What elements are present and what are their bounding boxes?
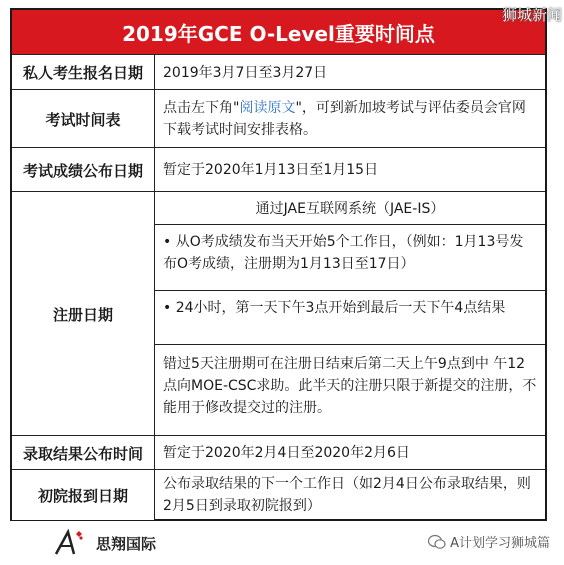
brand-name: 思翔国际 bbox=[96, 534, 157, 553]
row-value: 2019年3月7日至3月27日 bbox=[163, 64, 328, 81]
row-label: 初院报到日期 bbox=[12, 470, 155, 520]
watermark-text: 狮城新闻 bbox=[501, 6, 562, 24]
brand-mark-icon bbox=[52, 528, 90, 558]
page-title: 2019年GCE O-Level重要时间点 bbox=[12, 10, 545, 54]
row-label: 注册日期 bbox=[12, 192, 155, 436]
footer bbox=[0, 522, 564, 565]
row-value: 公布录取结果的下一个工作日（如2月4日公布录取结果，则2月5日到录取初院报到） bbox=[163, 476, 531, 514]
registration-bullet-1: • 从O考成绩发布当天开始5个工作日，（例如：1月13号发布O考成绩，注册期为1月13日至17日） bbox=[155, 225, 545, 291]
timetable-suffix: "，可到新加坡考试与评估委员会官网下载考试时间安排表格。 bbox=[163, 100, 526, 138]
row-label: 私人考生报名日期 bbox=[12, 55, 155, 90]
registration-bullet-2: • 24小时，第一天下午3点开始到最后一天下午4点结果 bbox=[155, 291, 545, 345]
row-reporting bbox=[12, 469, 545, 520]
wechat-account bbox=[428, 532, 550, 551]
row-timetable bbox=[12, 89, 545, 148]
row-value: 暂定于2020年2月4日至2020年2月6日 bbox=[163, 445, 410, 461]
registration-note: 错过5天注册期可在注册日结束后第二天上午9点到中 午12点向MOE-CSC求助。此半天的注册只限于新提交的注册，不能用于修改提交过的注册。 bbox=[163, 356, 537, 416]
row-private-reg bbox=[12, 54, 545, 90]
brand-logo bbox=[52, 528, 156, 558]
row-label: 考试时间表 bbox=[12, 90, 155, 148]
row-results bbox=[12, 147, 545, 192]
row-label: 录取结果公布时间 bbox=[12, 436, 155, 470]
wechat-icon bbox=[428, 534, 446, 550]
row-registration bbox=[12, 191, 545, 436]
timetable-prefix: 点击左下角" bbox=[163, 100, 240, 116]
row-value: 暂定于2020年1月13日至1月15日 bbox=[163, 162, 379, 178]
wechat-name: A计划学习狮城篇 bbox=[450, 536, 550, 551]
registration-system: 通过JAE互联网系统（JAE-IS） bbox=[155, 192, 545, 225]
registration-details bbox=[155, 192, 545, 436]
read-original-link[interactable]: 阅读原文 bbox=[239, 100, 296, 116]
row-value bbox=[155, 90, 545, 148]
row-admission bbox=[12, 435, 545, 470]
row-label: 考试成绩公布日期 bbox=[12, 148, 155, 192]
